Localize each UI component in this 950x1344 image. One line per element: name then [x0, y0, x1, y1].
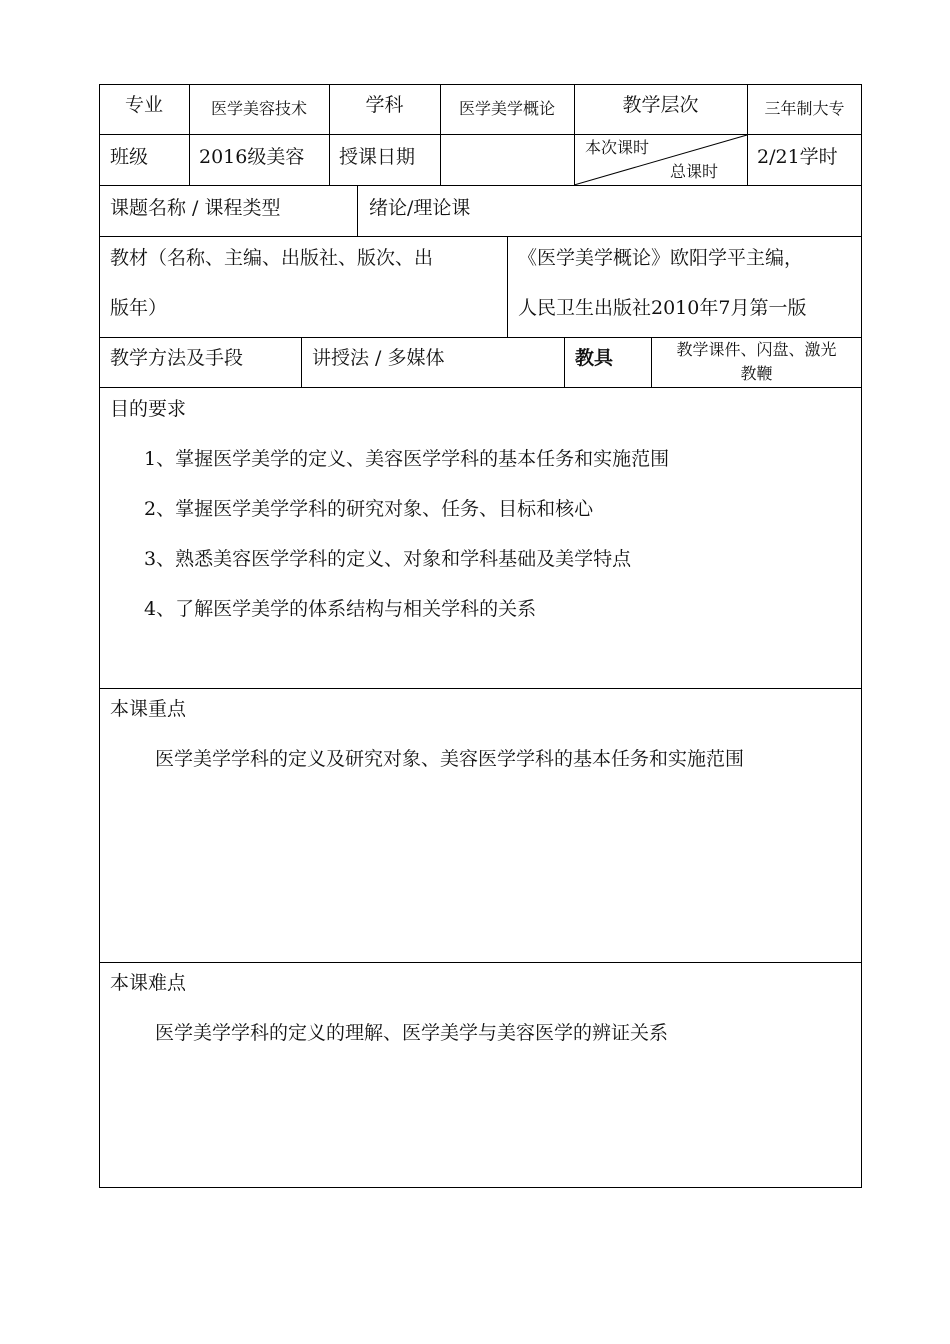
difficulties-title: 本课难点: [110, 972, 187, 994]
topic-label: 课题名称 / 课程类型: [110, 197, 281, 219]
row-divider: [99, 236, 862, 237]
objective-item: 4、了解医学美学的体系结构与相关学科的关系: [144, 598, 537, 620]
level-value: 三年制大专: [764, 99, 845, 118]
cell-divider: [564, 337, 565, 387]
level-label: 教学层次: [622, 94, 699, 116]
section-divider: [99, 688, 862, 689]
difficulties-text: 医学美学学科的定义的理解、医学美学与美容医学的辨证关系: [155, 1022, 669, 1044]
class-label: 班级: [110, 146, 149, 168]
method-value: 讲授法 / 多媒体: [312, 347, 445, 369]
major-label: 专业: [124, 94, 163, 116]
key-points-text: 医学美学学科的定义及研究对象、美容医学学科的基本任务和实施范围: [155, 748, 745, 770]
textbook-label-line2: 版年）: [110, 297, 168, 319]
subject-value: 医学美学概论: [458, 99, 555, 118]
row-divider: [99, 337, 862, 338]
hours-this-label: 本次课时: [585, 138, 650, 157]
method-label: 教学方法及手段: [110, 347, 244, 369]
tools-value-line1: 教学课件、闪盘、激光: [676, 340, 837, 359]
class-value: 2016级美容: [199, 146, 305, 168]
hours-value: 2/21学时: [757, 146, 838, 168]
date-label: 授课日期: [339, 146, 416, 168]
section-divider: [99, 962, 862, 963]
textbook-label-line1: 教材（名称、主编、出版社、版次、出: [110, 247, 434, 269]
objectives-title: 目的要求: [110, 398, 187, 420]
textbook-value-line1: 《医学美学概论》欧阳学平主编，: [518, 247, 804, 269]
objective-item: 3、熟悉美容医学学科的定义、对象和学科基础及美学特点: [144, 548, 632, 570]
topic-value: 绪论/理论课: [369, 197, 471, 219]
textbook-value-line2: 人民卫生出版社2010年7月第一版: [518, 297, 807, 319]
row-divider: [99, 387, 862, 388]
key-points-title: 本课重点: [110, 698, 187, 720]
tools-label: 教具: [575, 347, 614, 369]
major-value: 医学美容技术: [210, 99, 307, 118]
cell-divider: [507, 236, 508, 337]
hours-total-label: 总课时: [670, 162, 719, 181]
subject-label: 学科: [365, 94, 404, 116]
tools-value-line2: 教鞭: [740, 364, 773, 383]
objective-item: 1、掌握医学美学的定义、美容医学学科的基本任务和实施范围: [144, 448, 670, 470]
objective-item: 2、掌握医学美学学科的研究对象、任务、目标和核心: [144, 498, 594, 520]
cell-divider: [357, 185, 358, 236]
cell-divider: [301, 337, 302, 387]
